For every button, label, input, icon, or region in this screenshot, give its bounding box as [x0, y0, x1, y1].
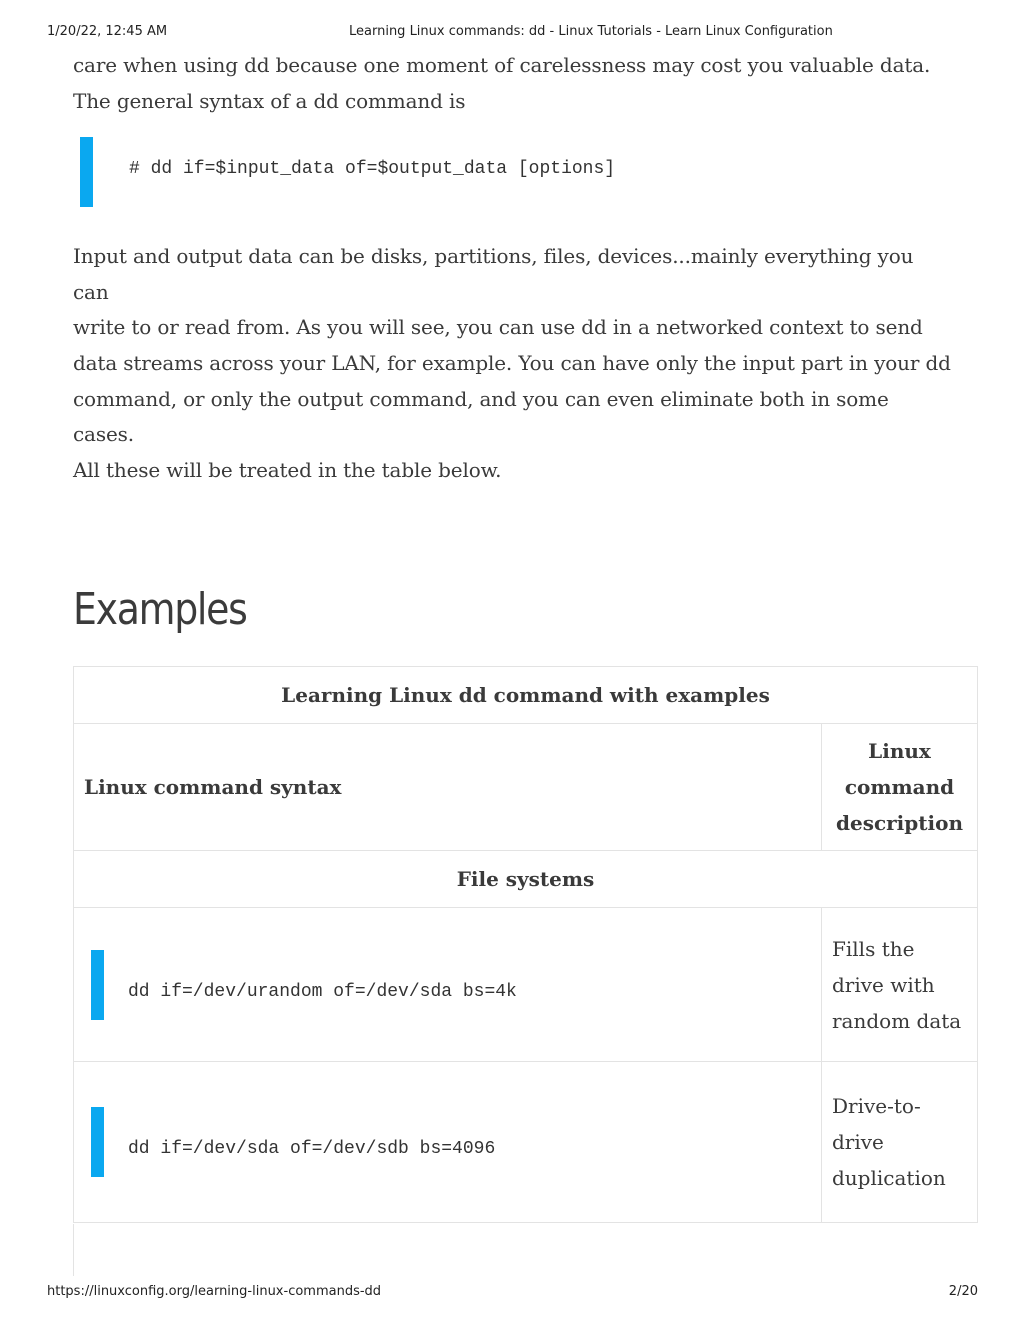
table-row — [74, 908, 978, 1062]
print-datetime: 1/20/22, 12:45 AM — [47, 24, 168, 39]
paragraph-line: data streams across your LAN, for example. You can have only the input part in your dd — [73, 350, 951, 375]
description-line: random data — [832, 1008, 962, 1033]
print-url: https://linuxconfig.org/learning-linux-commands-dd — [47, 1284, 382, 1299]
intro-line-1: care when using dd because one moment of carelessness may cost you valuable data. — [73, 53, 931, 77]
section-row — [74, 851, 978, 908]
column-header-description — [822, 724, 978, 851]
examples-table — [73, 666, 978, 1223]
print-page-number: 2/20 — [948, 1284, 978, 1299]
table-header-row — [74, 724, 978, 851]
paragraph-line: write to or read from. As you will see, you can use dd in a networked context to send — [73, 315, 923, 340]
table-continuation-border — [73, 1224, 74, 1276]
table-title: Learning Linux dd command with examples — [74, 667, 978, 724]
section-title: File systems — [74, 851, 978, 908]
table-title-row — [74, 667, 978, 724]
code-accent-bar — [91, 1107, 104, 1177]
code-accent-bar — [91, 950, 104, 1020]
column-header-syntax: Linux command syntax — [74, 724, 822, 851]
code-accent-bar — [80, 137, 93, 207]
intro-line-2: The general syntax of a dd command is — [73, 88, 466, 113]
header-line: command — [844, 775, 955, 799]
print-footer — [0, 1284, 1024, 1302]
description-line: drive — [832, 1130, 884, 1154]
paragraph-line: command, or only the output command, and you can even eliminate both in some cases. — [73, 386, 889, 447]
command-cell — [74, 1062, 822, 1223]
table-row — [74, 1062, 978, 1223]
print-header — [0, 24, 1024, 42]
description-cell — [822, 1062, 978, 1223]
description-line: Drive-to- — [832, 1094, 921, 1118]
paragraph-line: Input and output data can be disks, partitions, files, devices...mainly everything you can — [73, 244, 914, 304]
description-cell — [822, 908, 978, 1062]
description-line: duplication — [832, 1166, 946, 1190]
print-page-title: Learning Linux commands: dd - Linux Tutorials - Learn Linux Configuration — [349, 24, 833, 39]
description-line: drive with — [832, 972, 935, 997]
article-body — [73, 48, 953, 488]
description-line: Fills the — [832, 936, 915, 961]
syntax-code-block — [73, 137, 953, 207]
header-line: Linux — [868, 739, 931, 763]
header-line: description — [836, 811, 963, 835]
paragraph-line: All these will be treated in the table below. — [73, 457, 502, 482]
command-code: dd if=/dev/urandom of=/dev/sda bs=4k — [128, 981, 517, 1002]
syntax-code: # dd if=$input_data of=$output_data [options] — [129, 159, 616, 180]
command-cell — [74, 908, 822, 1062]
command-code: dd if=/dev/sda of=/dev/sdb bs=4096 — [128, 1139, 496, 1159]
examples-heading: Examples — [73, 584, 247, 635]
